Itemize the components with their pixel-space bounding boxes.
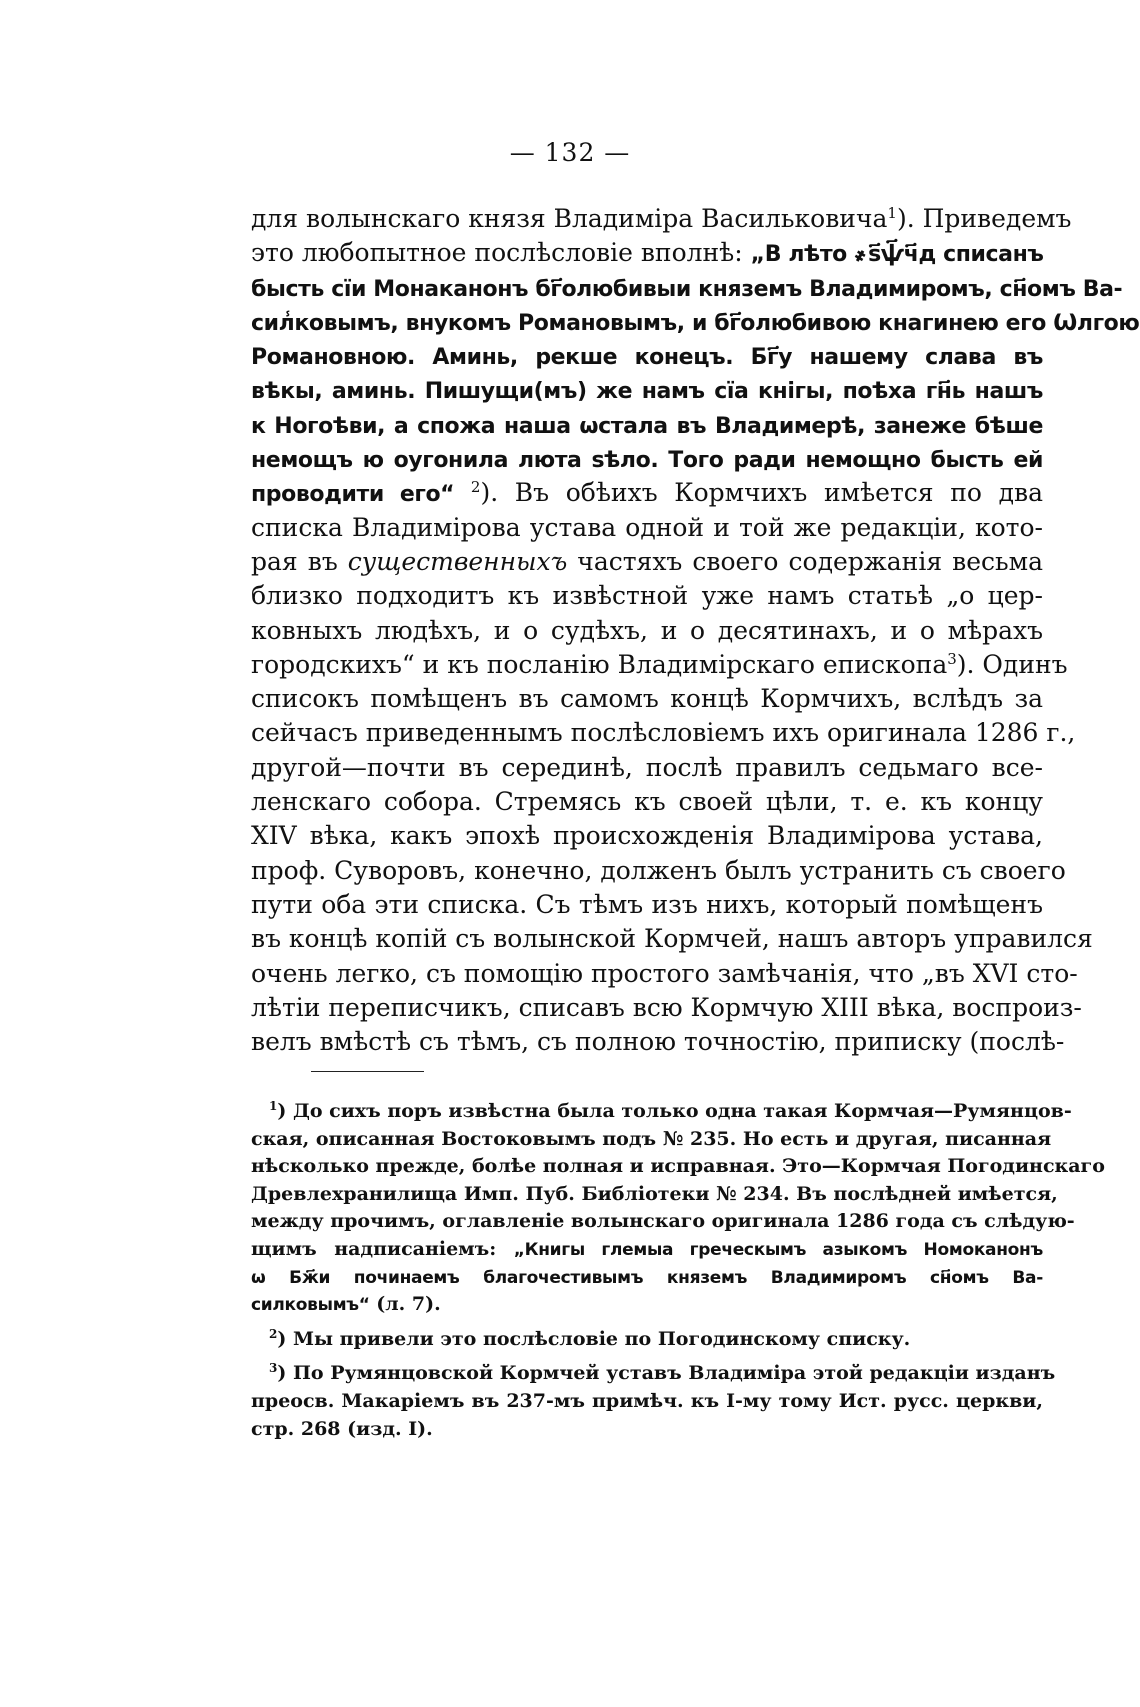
footnote-ref: 3 — [947, 649, 957, 668]
text-line: близко подходитъ къ извѣстной уже намъ статьѣ „о цер- — [251, 581, 1043, 611]
text-line: городскихъ“ и къ посланію Владимірскаго епископа$^3$). Одинъ — [251, 649, 1068, 679]
text-line: для волынскаго князя Владиміра Васильковича$^1$). Приведемъ — [251, 204, 1072, 233]
text-line — [251, 373, 1043, 407]
text-line — [251, 271, 1123, 305]
text-line: другой—почти въ серединѣ, послѣ правилъ седьмаго все- — [251, 752, 1043, 782]
text-line: это любопытное послѣсловіе вполнѣ: „В лѣто ҂ѕ҃ѱ҃ч҃д списанъ — [251, 238, 1044, 268]
footnote-mark: 1 — [269, 1099, 278, 1113]
text-line: лѣтіи переписчикъ, списавъ всю Кормчую XIII вѣка, воспроиз- — [251, 992, 1082, 1022]
footnote-separator — [311, 1071, 424, 1072]
footnote-line: $^1$) До сихъ поръ извѣстна была только одна такая Кормчая—Румянцов- — [269, 1099, 1072, 1122]
footnote-line: стр. 268 (изд. I). — [251, 1417, 433, 1440]
footnote-gap — [251, 1319, 1043, 1326]
footnote-line: между прочимъ, оглавленіе волынскаго оригинала 1286 года съ слѣдую- — [251, 1210, 1075, 1233]
footnote-line: $^2$) Мы привели это послѣсловіе по Погодинскому списку. — [269, 1326, 911, 1350]
text-line: рая въ существенныхъ частяхъ своего содержанія весьма — [251, 546, 1044, 576]
church-slavonic-quote: вѣкы, аминь. Пишущи(мъ) же намъ сїа кнігы, поѣха гн҃ь нашъ — [251, 379, 1043, 405]
church-slavonic-quote: сил̾ковымъ, внукомъ Романовымъ, и бг҃олюбивою кнагинею его Ѡлгою — [251, 310, 1140, 336]
footnote-ref: 2 — [470, 478, 481, 497]
page-number: — 132 — — [509, 138, 631, 167]
text-line — [251, 339, 1043, 373]
footnote-line: $^3$) По Румянцовской Кормчей уставъ Владиміра этой редакціи изданъ — [269, 1361, 1056, 1385]
text-line: очень легко, съ помощію простого замѣчанія, что „въ XVI сто- — [251, 958, 1078, 988]
text-line: XIV вѣка, какъ эпохѣ происхожденія Владимірова устава, — [251, 821, 1043, 851]
church-slavonic-quote: к Ногоѣви, а спожа наша ѡстала въ Владимерѣ, занеже бѣше — [251, 413, 1043, 439]
church-slavonic-quote: ѡ Бж҃и починаемъ благочестивымъ княземъ Владимиромъ сн҃омъ Ва- — [251, 1267, 1043, 1288]
text-line: ленскаго собора. Стремясь къ своей цѣли, т. е. къ концу — [251, 787, 1043, 817]
text-line — [251, 305, 1140, 339]
text-line: пути оба эти списка. Съ тѣмъ изъ нихъ, который помѣщенъ — [251, 889, 1043, 919]
footnote-line: Древлехранилища Имп. Пуб. Библіотеки № 234. Въ послѣдней имѣется, — [251, 1182, 1058, 1205]
text-line: списокъ помѣщенъ въ самомъ концѣ Кормчихъ, вслѣдъ за — [251, 684, 1043, 714]
footnotes — [251, 1098, 1105, 1443]
text-line: велъ вмѣстѣ съ тѣмъ, съ полною точностію, приписку (послѣ- — [251, 1027, 1065, 1057]
church-slavonic-quote: бысть сїи Монаканонъ бг҃олюбивыи княземъ Владимиромъ, сн҃омъ Ва- — [251, 276, 1123, 302]
text-line: въ концѣ копій съ волынской Кормчей, нашъ авторъ управился — [251, 924, 1093, 954]
footnote-line: ская, описанная Востоковымъ подъ № 235. Но есть и другая, писанная — [251, 1127, 1052, 1150]
emphasis: существенныхъ — [347, 546, 568, 576]
footnote-line: щимъ надписаніемъ: „Книгы глемыа греческымъ азыкомъ Номоканонъ — [251, 1237, 1043, 1260]
church-slavonic-quote: „В лѣто ҂ѕ҃ѱ҃ч҃д списанъ — [750, 242, 1044, 268]
text-line — [251, 442, 1043, 476]
footnote-mark: 2 — [269, 1326, 278, 1341]
footnote-line: силковымъ“ (л. 7). — [251, 1293, 441, 1316]
church-slavonic-quote: проводити его“ — [251, 482, 455, 508]
footnote-line: нѣсколько прежде, болѣе полная и исправная. Это—Кормчая Погодинскаго — [251, 1155, 1105, 1178]
church-slavonic-quote: Романовною. Аминь, рекше конецъ. Бг҃у нашему слава въ — [251, 345, 1043, 371]
text-line: проф. Суворовъ, конечно, долженъ былъ устранить съ своего — [251, 855, 1066, 885]
footnote-1 — [251, 1098, 1105, 1319]
text-line: ковныхъ людѣхъ, и о судѣхъ, и о десятинахъ, и о мѣрахъ — [251, 615, 1043, 645]
church-slavonic-quote: немощъ ю оугонила люта ѕѣло. Того ради немощно бысть ей — [251, 448, 1043, 474]
text-line: списка Владимірова устава одной и той же редакціи, кото- — [251, 512, 1043, 542]
church-slavonic-quote: „Книгы глемыа греческымъ азыкомъ Номоканонъ — [513, 1239, 1043, 1260]
text-line: проводити его“ $^2$). Въ обѣихъ Кормчихъ имѣется по два — [251, 478, 1043, 508]
text-line: сейчасъ приведеннымъ послѣсловіемъ ихъ оригинала 1286 г., — [251, 718, 1076, 748]
footnote-2 — [251, 1326, 1043, 1354]
footnote-ref: 1 — [887, 204, 897, 222]
footnote-gap — [251, 1353, 1043, 1360]
footnote-3 — [251, 1360, 1056, 1443]
text-line — [251, 408, 1043, 442]
footnote-mark: 3 — [269, 1361, 278, 1376]
footnote-line: преосв. Макаріемъ въ 237-мъ примѣч. къ I-му тому Ист. русс. церкви, — [251, 1389, 1043, 1412]
church-slavonic-quote: силковымъ“ — [251, 1295, 370, 1316]
main-text — [251, 202, 1140, 1059]
footnote-line — [251, 1264, 1043, 1292]
